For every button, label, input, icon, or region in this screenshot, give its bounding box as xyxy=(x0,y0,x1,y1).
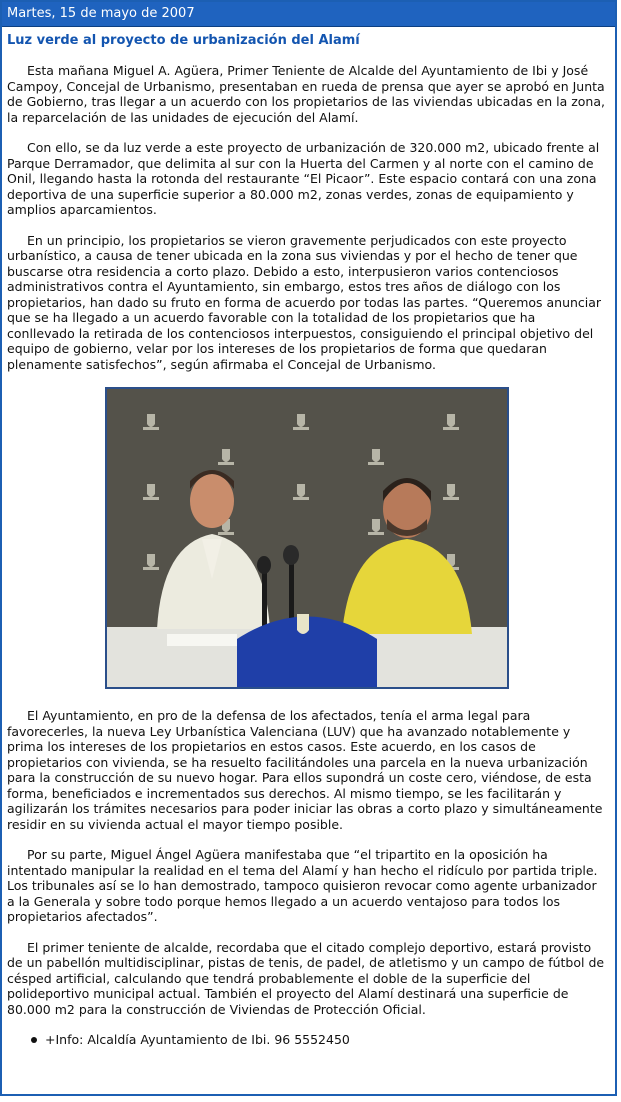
press-conference-photo xyxy=(105,387,509,689)
article-title: Luz verde al proyecto de urbanización del Alamí xyxy=(7,33,360,48)
info-contact-item: +Info: Alcaldía Ayuntamiento de Ibi. 96 5552450 xyxy=(31,1032,607,1048)
article-paragraph-4: El Ayuntamiento, en pro de la defensa de los afectados, tenía el arma legal para favorecerles, la nueva Ley Urbanística Valenciana (LUV) que ha avanzado notablemente y prima los intereses de los propietarios en estos casos. Este acuerdo, en los casos de propietarios con vivienda, se ha resuelto facilitándoles una parcela en la nueva urbanización para la construcción de su nuevo hogar. Para ellos supondrá un coste cero, viéndose, de esta forma, beneficiados e incrementados sus derechos. Al mismo tiempo, se les facilitarán y agilizarán los trámites necesarios para poder iniciar las obras a corto plazo y simultáneamente residir en su vivienda actual el mayor tiempo posible. xyxy=(7,708,603,832)
date-header: Martes, 15 de mayo de 2007 xyxy=(2,2,615,27)
article-paragraph-3: En un principio, los propietarios se vieron gravemente perjudicados con este proyecto urbanístico, a causa de tener ubicada en la zona sus viviendas y por el hecho de tener que buscarse otra residencia a corto plazo. Debido a esto, interpusieron varios contenciosos administrativos contra el Ayuntamiento, sin embargo, estos tres años de diálogo con los propietarios, han dado su fruto en forma de acuerdo por todas las partes. “Queremos anunciar que se ha llegado a un acuerdo favorable con la totalidad de los propietarios que ha conllevado la retirada de los contenciosos interpuestos, consiguiendo el principal objetivo del equipo de gobierno, velar por los intereses de los propietarios de forma que quedaran plenamente satisfechos”, según afirmaba el Concejal de Urbanismo. xyxy=(7,232,602,372)
article-paragraph-6: El primer teniente de alcalde, recordaba que el citado complejo deportivo, estará provisto de un pabellón multidisciplinar, pistas de tenis, de padel, de atletismo y un campo de fútbol de césped artificial, calculando que tendrá probablemente el doble de la superficie del polideportivo municipal actual. También el proyecto del Alamí destinará una superficie de 80.000 m2 para la construcción de Viviendas de Protección Oficial. xyxy=(7,939,605,1017)
article-paragraph-2: Con ello, se da luz verde a este proyecto de urbanización de 320.000 m2, ubicado frente al Parque Derramador, que delimita al sur con la Huerta del Carmen y al norte con el camino de Onil, llegando hasta la rotonda del restaurante “El Picaor”. Este espacio contará con una zona deportiva de una superficie superior a 80.000 m2, zonas verdes, zonas de equipamiento y amplios aparcamientos. xyxy=(7,140,600,217)
article-body xyxy=(2,63,615,1048)
article-paragraph-5: Por su parte, Miguel Ángel Agüera manifestaba que “el tripartito en la oposición ha intentado manipular la realidad en el tema del Alamí y han hecho el ridículo por partida triple. Los tribunales así se lo han demostrado, tampoco quisieron revocar como agente urbanizador a la Generala y sobre todo porque hemos llegado a un acuerdo ventajoso para todos los propietarios afectados”. xyxy=(7,847,598,924)
article-paragraph-1: Esta mañana Miguel A. Agüera, Primer Teniente de Alcalde del Ayuntamiento de Ibi y José Campoy, Concejal de Urbanismo, presentaban en rueda de prensa que ayer se aprobó en Junta de Gobierno, tras llegar a un acuerdo con los propietarios de las viviendas ubicadas en la zona, la reparcelación de las unidades de ejecución del Alamí. xyxy=(7,63,605,125)
info-list xyxy=(7,1032,607,1048)
